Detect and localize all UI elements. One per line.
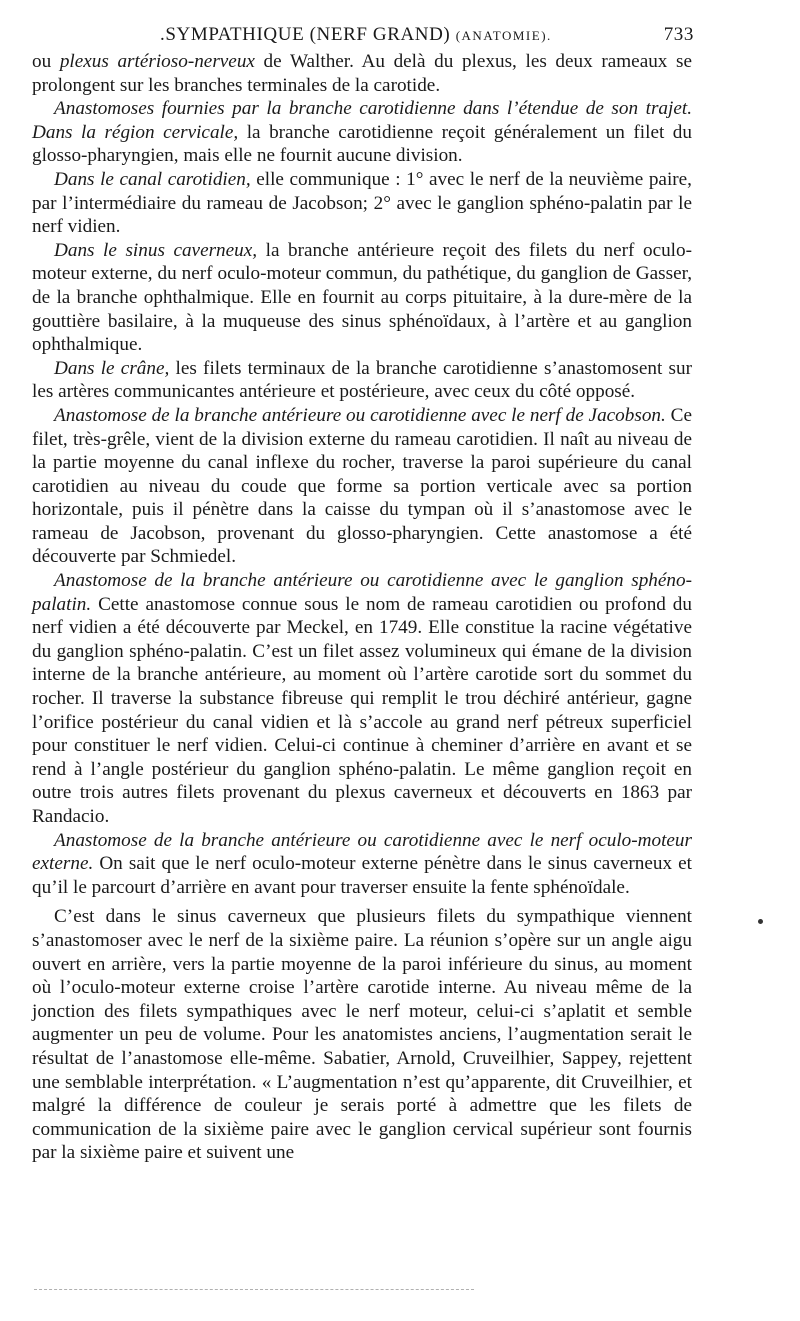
paragraph — [32, 905, 692, 1165]
text-run: de Walther. Au delà du plexus, les deux rameaux se prolongent sur les branches terminales de la carotide. — [32, 51, 692, 96]
paragraph — [32, 829, 692, 900]
book-page — [32, 16, 692, 1165]
text-run: C’est dans le sinus caverneux que plusieurs filets du sympathique viennent s’anastomoser avec le nerf de la sixième paire. La réunion s’opère sur un angle aigu ouvert en arrière, vers la partie moyenne de la paroi inférieure du sinus, au moment où l’oculo-moteur externe croise l’artère carotide interne. Au niveau même de la jonction des filets sympathiques avec le nerf moteur, celui-ci s’aplatit et semble augmenter un peu de volume. Pour les anatomistes anciens, l’augmentation serait le résultat de l’anastomose elle-même. Sabatier, Arnold, Cruveilhier, Sappey, rejettent une semblable interprétation. « L’augmentation n’est qu’apparente, dit Cruveilhier, et malgré la différence de couleur je serais porté à admettre que les filets de communication de la sixième paire avec le ganglion cervical supérieur sont fournis par la sixième paire et suivent une — [32, 906, 692, 1164]
footer-rule — [34, 1289, 474, 1290]
paragraph — [32, 97, 692, 168]
body-text — [32, 50, 692, 1165]
text-run: les filets terminaux de la branche carotidienne s’anastomosent sur les artères communicantes antérieure et postérieure, avec ceux du côté opposé. — [32, 357, 692, 403]
italic-text: Anastomose de la branche antérieure ou carotidienne avec le ganglion sphéno-palatin. — [32, 570, 692, 615]
italic-text: Dans le sinus caverneux, — [54, 239, 258, 261]
text-run: Ce filet, très-grêle, vient de la division externe du rameau carotidien. Il naît au niveau de la partie moyenne du canal inflexe du rocher, traverse la paroi supérieure du canal carotidien au niveau du coude que forme sa portion verticale avec sa portion horizontale, puis il pénètre dans la caisse du tympan où il s’anastomose avec le rameau de Jacobson, provenant du glosso-pharyngien. Cette anastomose a été découverte par Schmiedel. — [32, 404, 692, 568]
paragraph — [32, 357, 692, 404]
paragraph — [32, 569, 692, 829]
italic-text: Dans le canal carotidien, — [54, 168, 251, 190]
italic-text: Anastomose de la branche antérieure ou carotidienne avec le nerf oculo-moteur externe. — [32, 829, 692, 875]
text-run: ou — [32, 51, 60, 72]
text-run: On sait que le nerf oculo-moteur externe pénètre dans le sinus caverneux et qu’il le parcourt d’arrière en avant pour traverser ensuite la fente sphénoïdale. — [32, 853, 692, 898]
paragraph — [32, 50, 692, 97]
stray-ink-mark — [758, 919, 763, 924]
italic-text: Dans le crâne, — [54, 357, 170, 379]
italic-text: plexus artérioso-nerveux — [59, 51, 255, 72]
running-head-section: (ANATOMIE). — [455, 28, 552, 43]
text-run: Cette anastomose connue sous le nom de rameau carotidien ou profond du nerf vidien a été découverte par Meckel, en 1749. Elle constitue la racine végétative du ganglion sphéno-palatin. C’est un filet assez volumineux qui émane de la division interne de la branche antérieure, au moment où l’artère carotide sort du sommet du rocher. Il traverse la substance fibreuse qui remplit le trou déchiré antérieur, gagne l’orifice postérieur du canal vidien et là s’accole au grand nerf pétreux superficiel pour constituer le nerf vidien. Celui-ci continue à cheminer d’arrière en avant et se rend à l’angle postérieur du ganglion sphéno-palatin. Le même ganglion reçoit en outre trois autres filets provenant du plexus caverneux et découverts en 1863 par Randacio. — [32, 593, 692, 827]
paragraph — [32, 404, 692, 569]
italic-text: Anastomoses fournies par la branche carotidienne dans l’étendue de son trajet. — [54, 98, 692, 120]
page-header — [32, 16, 692, 50]
paragraph — [32, 239, 692, 357]
text-run: la branche antérieure reçoit des filets du nerf oculo-moteur externe, du nerf oculo-moteur commun, du pathétique, du ganglion de Gasser, de la branche ophthalmique. Elle en fournit au corps pituitaire, à la dure-mère de la gouttière basilaire, à la muqueuse des sinus sphénoïdaux, à l’artère et au ganglion ophthalmique. — [32, 239, 692, 356]
italic-text: Anastomose de la branche antérieure ou carotidienne avec le nerf de Jacobson. — [54, 404, 666, 426]
text-run: la branche carotidienne reçoit généralement un filet du glosso-pharyngien, mais elle ne fournit aucune division. — [32, 121, 692, 167]
text-run: elle communique : 1° avec le nerf de la neuvième paire, par l’intermédiaire du rameau de Jacobson; 2° avec le ganglion sphéno-palatin par le nerf vidien. — [32, 168, 692, 238]
page-number: 733 — [663, 24, 694, 45]
italic-text: Dans la région cervicale, — [32, 121, 239, 143]
paragraph — [32, 168, 692, 239]
running-head: .SYMPATHIQUE (NERF GRAND) (ANATOMIE). — [160, 24, 552, 45]
